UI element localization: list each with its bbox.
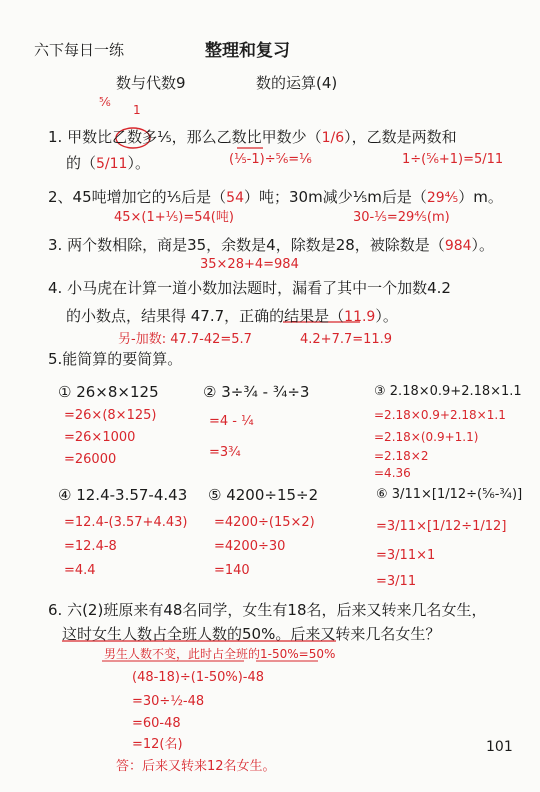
unit-label: 数与代数9	[116, 74, 186, 92]
q2-work-2: 30-⅕=29⅘(m)	[353, 210, 450, 225]
q6-highlight-condition: 这时女生人数占全班人数的50%	[62, 625, 276, 643]
q6-note: 男生人数不变，此时占全班的1-50%=50%	[104, 647, 336, 661]
q1-mark-one: 1	[133, 103, 141, 117]
q5-p4-step-1: =12.4-(3.57+4.43)	[64, 515, 188, 530]
q5-problem-5: ⑤ 4200÷15÷2	[208, 486, 319, 504]
q5-p3-step-2: =2.18×(0.9+1.1)	[374, 430, 479, 444]
q3-work: 35×28+4=984	[200, 257, 299, 272]
q2-answer-2: 29⅘	[426, 190, 459, 206]
q5-p1-step-3: =26000	[64, 452, 117, 467]
q5-p5-step-2: =4200÷30	[214, 539, 286, 554]
q5-p4-step-2: =12.4-8	[64, 539, 117, 554]
q5-p2-step-2: =3¾	[209, 445, 241, 460]
q6-line2: 这时女生人数占全班人数的50%。后来又转来几名女生？	[62, 625, 441, 643]
q4-line2: 的小数点，结果得 47.7，正确的结果是（11.9）。	[66, 307, 398, 325]
q6-line1: 6. 六(2)班原来有48名同学，女生有18名，后来又转来几名女生，	[48, 601, 487, 619]
q2-work-1: 45×(1+⅕)=54(吨)	[114, 210, 234, 225]
q5-problem-3: ③ 2.18×0.9+2.18×1.1	[374, 384, 522, 399]
q1-work-1: (⅕-1)÷⅚=⅙	[229, 152, 312, 167]
q6-step-4: =12(名)	[132, 737, 183, 752]
q5-p5-step-1: =4200÷(15×2)	[214, 515, 315, 530]
topic-label: 数的运算(4)	[256, 74, 338, 92]
q4-work-1: 另-加数: 47.7-42=5.7	[118, 332, 252, 347]
series-label: 六下每日一练	[34, 41, 125, 59]
q1-mark-top: ⅚	[99, 95, 111, 109]
q5-p4-step-3: =4.4	[64, 563, 96, 578]
q5-p3-step-3: =2.18×2	[374, 449, 429, 463]
q5-p3-step-4: =4.36	[374, 466, 411, 480]
q6-step-1: (48-18)÷(1-50%)-48	[132, 670, 265, 685]
q1-answer-2: 5/11	[96, 156, 128, 172]
q5-problem-1: ① 26×8×125	[58, 383, 159, 401]
q6-step-3: =60-48	[132, 716, 181, 731]
q1-line1: 1. 甲数比乙数多⅕，那么乙数比甲数少（1/6），乙数是两数和	[48, 128, 457, 146]
q5-p6-step-1: =3/11×[1/12÷1/12]	[376, 519, 507, 534]
q5-p2-step-1: =4 - ¼	[209, 414, 254, 429]
q5-p1-step-1: =26×(8×125)	[64, 408, 157, 423]
q5-p6-step-3: =3/11	[376, 574, 417, 589]
q5-problem-6: ⑥ 3/11×[1/12÷(⅚-¾)]	[376, 487, 523, 502]
q1-work-2: 1÷(⅚+1)=5/11	[402, 152, 504, 167]
page-number: 101	[486, 739, 513, 755]
q5-problem-4: ④ 12.4-3.57-4.43	[58, 486, 188, 504]
q6-step-2: =30÷½-48	[132, 694, 205, 709]
q5-p1-step-2: =26×1000	[64, 430, 136, 445]
q2-answer-1: 54	[226, 190, 244, 206]
q4-line1: 4. 小马虎在计算一道小数加法题时，漏看了其中一个加数4.2	[48, 279, 451, 297]
page-title: 整理和复习	[205, 41, 290, 61]
q2-line: 2、45吨增加它的⅕后是（54）吨；30m减少⅕m后是（29⅘）m。	[48, 188, 503, 206]
q4-work-2: 4.2+7.7=11.9	[300, 332, 393, 347]
q3-answer: 984	[444, 238, 472, 254]
q5-p6-step-2: =3/11×1	[376, 548, 436, 563]
q1-answer-1: 1/6	[321, 130, 345, 146]
q1-line2: 的（5/11）。	[66, 154, 150, 172]
q5-p5-step-3: =140	[214, 563, 250, 578]
q5-title: 5.能简算的要简算。	[48, 350, 183, 368]
q5-problem-2: ② 3÷¾ - ¾÷3	[203, 383, 310, 401]
q5-p3-step-1: =2.18×0.9+2.18×1.1	[374, 408, 506, 422]
q3-line: 3. 两个数相除，商是35，余数是4，除数是28，被除数是（984）。	[48, 236, 495, 254]
q4-answer: 11.9	[344, 309, 376, 325]
q6-answer: 答：后来又转来12名女生。	[116, 759, 276, 774]
